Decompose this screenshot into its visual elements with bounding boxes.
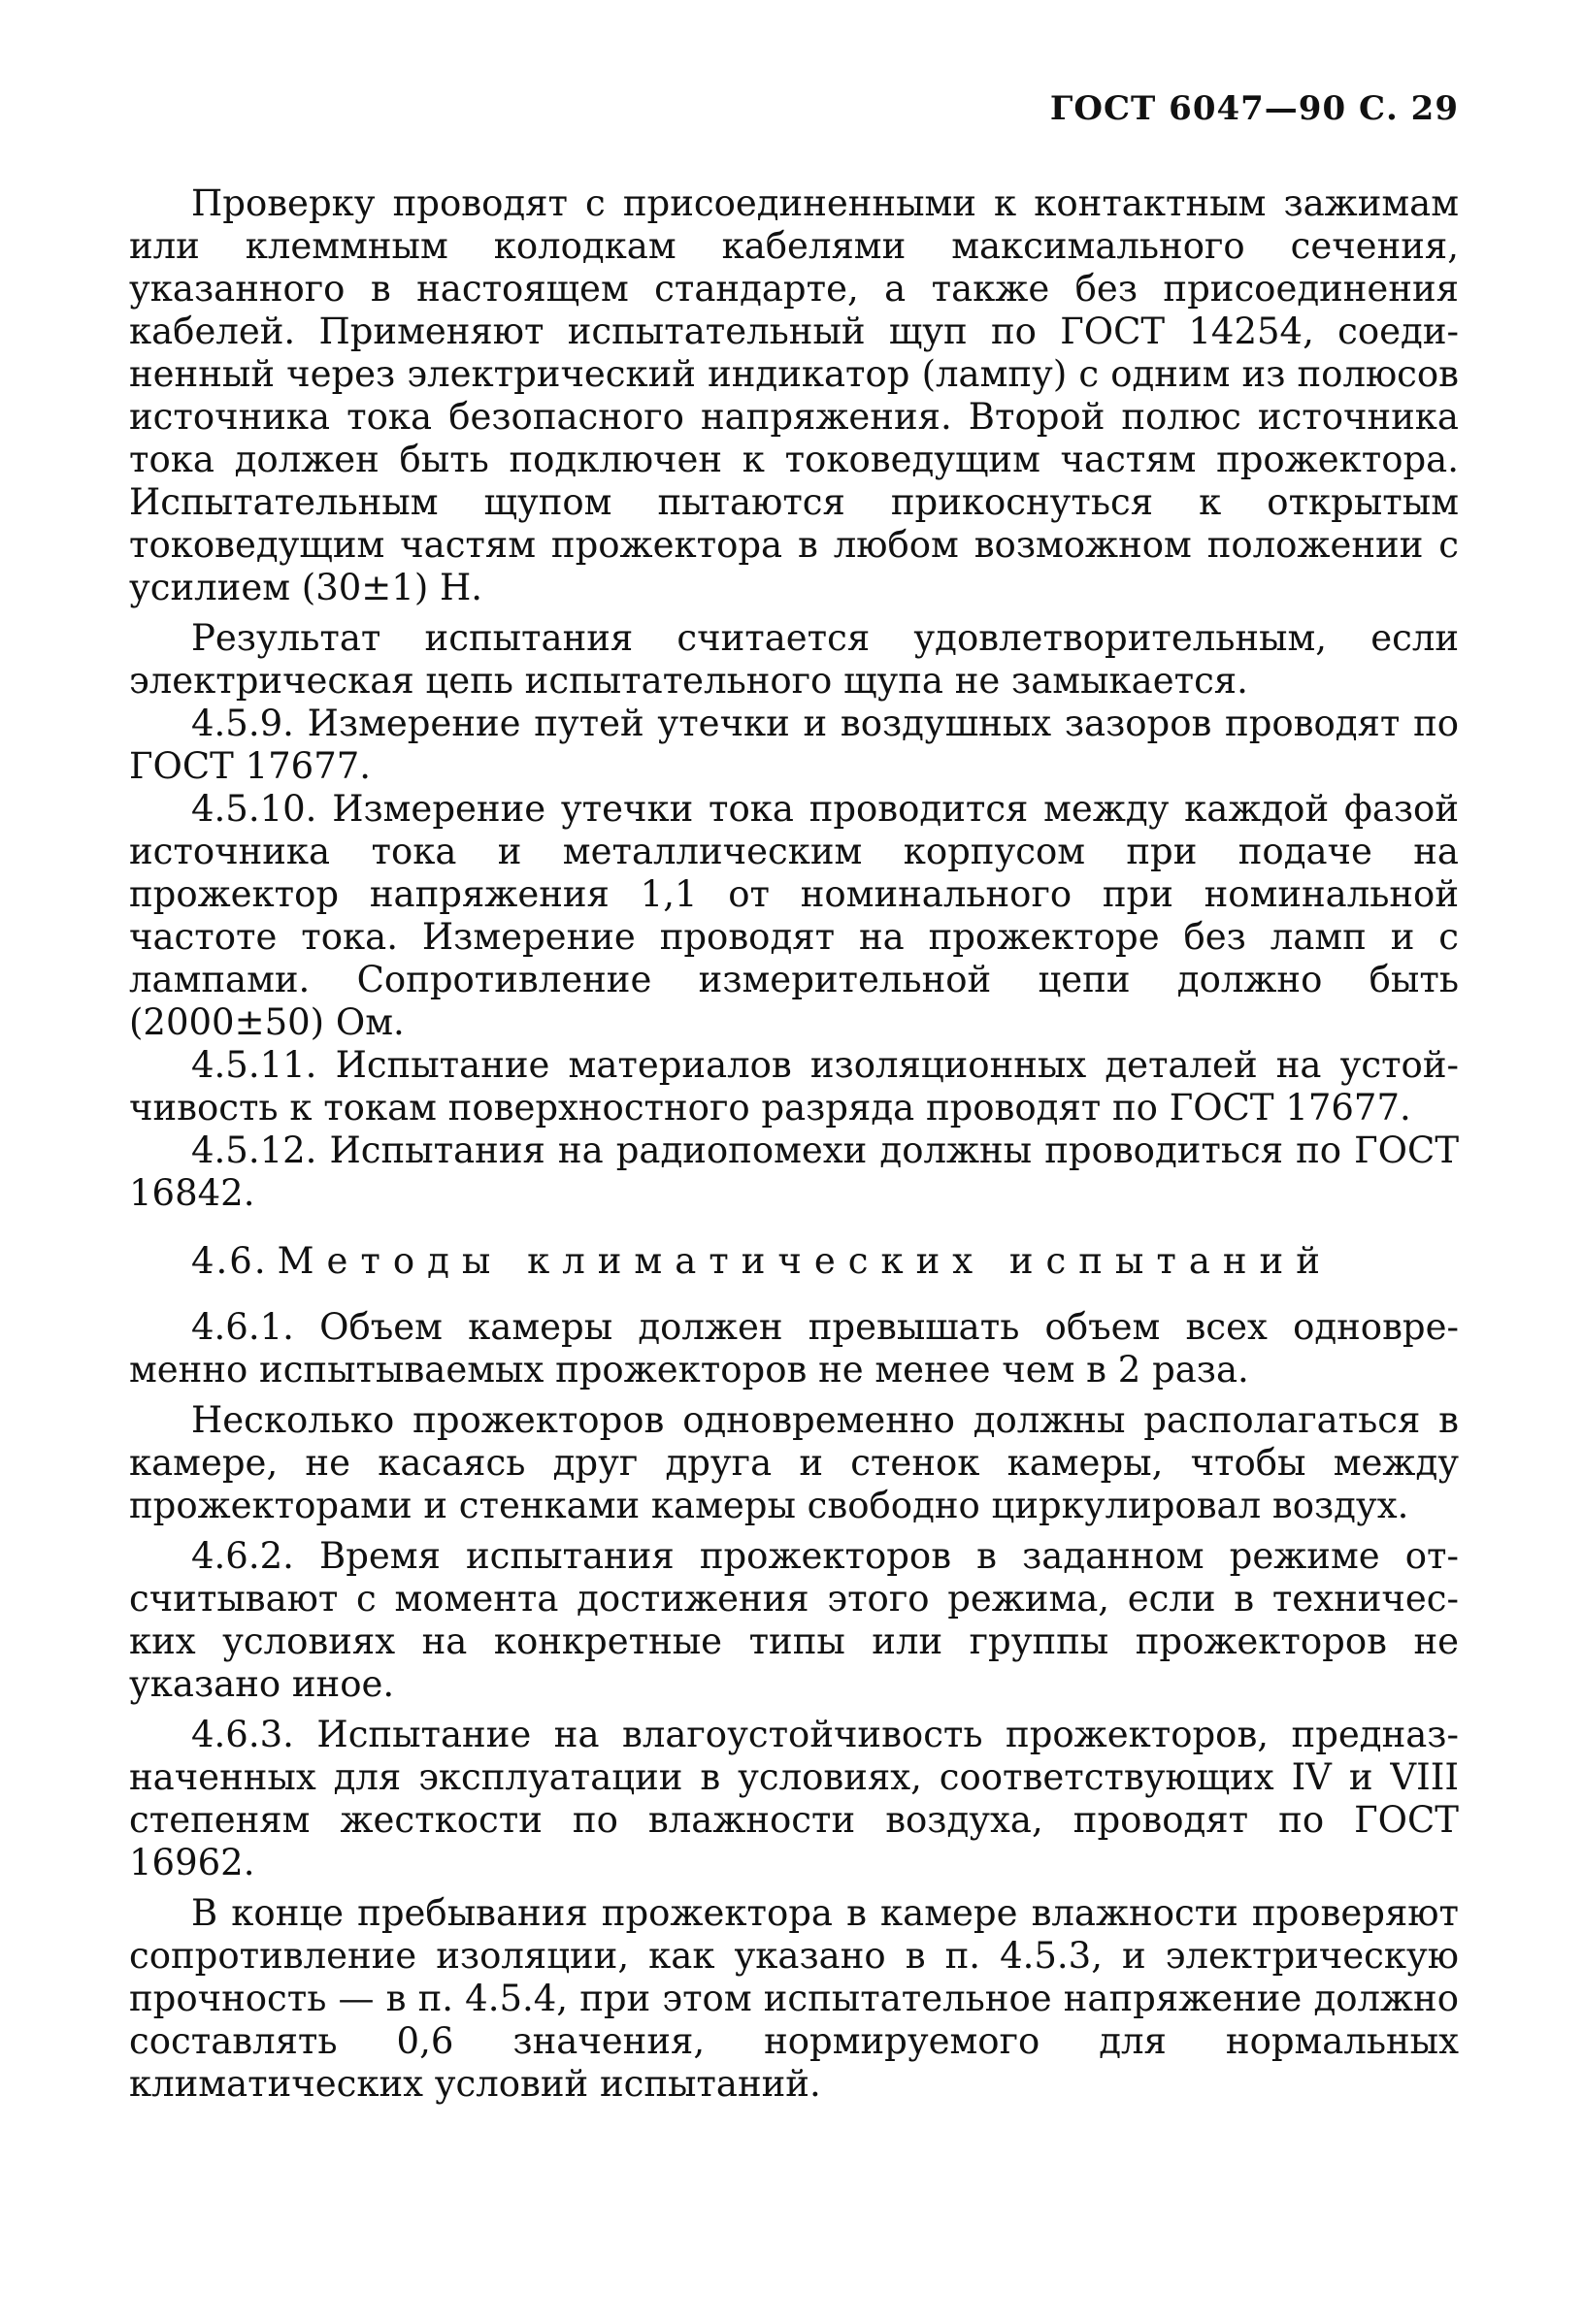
paragraph: 4.6.1. Объем камеры должен превышать объем всех одновременно испытываемых прожекторов не менее чем в 2 раза. xyxy=(129,1306,1459,1391)
paragraph: Проверку проводят с присоединенными к контактным зажимам или клеммным колодкам кабелями максимального сечения, указанного в настоящем стандарте, а также без присоединения кабелей. Применяют испытательный щуп по ГОСТ 14254, соединенный через электрический индикатор (лампу) с одним из полюсов источника тока безопасного напряжения. Второй полюс источника тока должен быть подключен к токоведущим частям прожектора. Испытательным щупом пытаются прикоснуться к открытым токоведущим частям прожектора в любом возможном положении с усилием (30±1) Н. xyxy=(129,182,1459,608)
paragraph: 4.5.12. Испытания на радиопомехи должны проводиться по ГОСТ 16842. xyxy=(129,1129,1459,1214)
paragraph: 4.6.3. Испытание на влагоустойчивость прожекторов, предназначенных для эксплуатации в условиях, соответствующих IV и VIII степеням жесткости по влажности воздуха, проводят по ГОСТ 16962. xyxy=(129,1714,1459,1883)
paragraph: 4.6.2. Время испытания прожекторов в заданном режиме отсчитывают с момента достижения этого режима, если в технических условиях на конкретные типы или группы прожекторов не указано иное. xyxy=(129,1535,1459,1705)
document-body xyxy=(129,182,1459,2106)
paragraph: Несколько прожекторов одновременно должны располагаться в камере, не касаясь друг друга и стенок камеры, чтобы между прожекторами и стенками камеры свободно циркулировал воздух. xyxy=(129,1399,1459,1526)
paragraph: 4.5.10. Измерение утечки тока проводится между каждой фазой источника тока и металлическим корпусом при подаче на прожектор напряжения 1,1 от номинального при номинальной частоте тока. Измерение проводят на прожекторе без ламп и с лампами. Сопротивление измерительной цепи должно быть (2000±50) Ом. xyxy=(129,788,1459,1043)
running-header: ГОСТ 6047—90 С. 29 xyxy=(1049,89,1459,128)
paragraph: Результат испытания считается удовлетворительным, если электрическая цепь испытательного щупа не замыкается. xyxy=(129,617,1459,702)
document-page xyxy=(129,0,1459,2324)
paragraph: 4.5.9. Измерение путей утечки и воздушных зазоров проводят по ГОСТ 17677. xyxy=(129,703,1459,787)
section-title: Методы климатических испытаний xyxy=(277,1240,1333,1282)
section-heading xyxy=(129,1240,1459,1283)
section-number: 4.6. xyxy=(191,1240,268,1282)
paragraph: 4.5.11. Испытание материалов изоляционных деталей на устойчивость к токам поверхностного разряда проводят по ГОСТ 17677. xyxy=(129,1044,1459,1129)
paragraph: В конце пребывания прожектора в камере влажности проверяют сопротивление изоляции, как указано в п. 4.5.3, и электрическую прочность — в п. 4.5.4, при этом испытательное напряжение должно составлять 0,6 значения, нормируемого для нормальных климатических условий испытаний. xyxy=(129,1892,1459,2105)
